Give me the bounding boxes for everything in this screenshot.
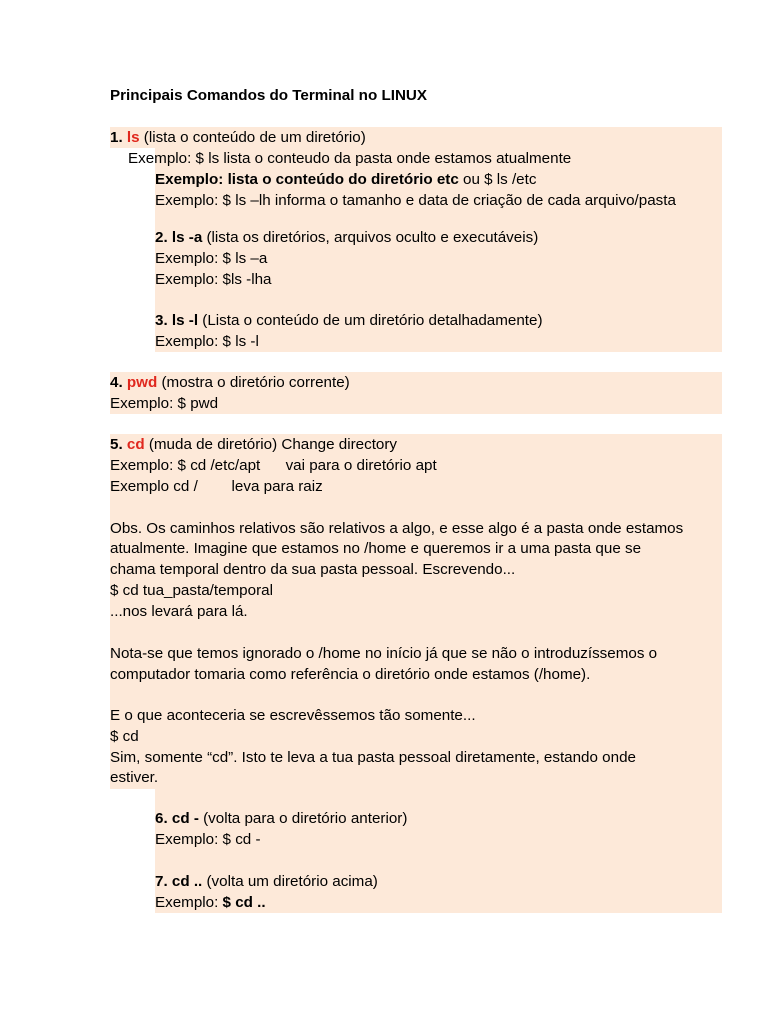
obs-line: Obs. Os caminhos relativos são relativos a algo, e esse algo é a pasta onde estamos bbox=[110, 520, 684, 537]
section-2-example-1: Exemplo: $ ls –a bbox=[155, 250, 268, 267]
nota-line: Nota-se que temos ignorado o /home no início já que se não o introduzíssemos o bbox=[110, 645, 658, 662]
section-1-heading bbox=[110, 128, 366, 148]
section-4-command: pwd bbox=[126, 374, 158, 391]
section-2-desc: (lista os diretórios, arquivos oculto e executáveis) bbox=[202, 229, 539, 246]
section-5-command: cd bbox=[126, 436, 145, 453]
section-2-heading bbox=[155, 228, 538, 248]
section-7-example-1 bbox=[155, 893, 266, 913]
page-title: Principais Comandos do Terminal no LINUX bbox=[110, 87, 428, 104]
obs-line: atualmente. Imagine que estamos no /home e queremos ir a uma pasta que se bbox=[110, 540, 642, 557]
obs-line: $ cd tua_pasta/temporal bbox=[110, 582, 273, 599]
section-5-example-2: Exemplo cd / leva para raiz bbox=[110, 478, 323, 495]
section-1-example-1: Exemplo: $ ls lista o conteudo da pasta onde estamos atualmente bbox=[128, 150, 572, 167]
section-2-command: 2. ls -a bbox=[155, 229, 203, 246]
section-7-example-command: $ cd .. bbox=[222, 894, 266, 911]
section-4-example-1: Exemplo: $ pwd bbox=[110, 395, 219, 412]
section-1-example-2-rest: ou $ ls /etc bbox=[458, 171, 537, 188]
section-2-example-2: Exemplo: $ls -lha bbox=[155, 271, 272, 288]
eo-line: estiver. bbox=[110, 769, 159, 786]
section-4-number: 4. bbox=[110, 374, 127, 391]
obs-line: ...nos levará para lá. bbox=[110, 603, 248, 620]
section-1-desc: (lista o conteúdo de um diretório) bbox=[139, 129, 366, 146]
eo-line: Sim, somente “cd”. Isto te leva a tua pasta pessoal diretamente, estando onde bbox=[110, 749, 636, 766]
section-1-number: 1. bbox=[110, 129, 127, 146]
section-6-heading bbox=[155, 809, 407, 829]
eo-line: E o que aconteceria se escrevêssemos tão somente... bbox=[110, 707, 476, 724]
section-3-heading bbox=[155, 311, 543, 331]
section-3-desc: (Lista o conteúdo de um diretório detalhadamente) bbox=[198, 312, 543, 329]
section-7-command: 7. cd .. bbox=[155, 873, 203, 890]
nota-line: computador tomaria como referência o diretório onde estamos (/home). bbox=[110, 666, 591, 683]
section-3-command: 3. ls -l bbox=[155, 312, 199, 329]
eo-line: $ cd bbox=[110, 728, 139, 745]
section-1-example-3: Exemplo: $ ls –lh informa o tamanho e data de criação de cada arquivo/pasta bbox=[155, 192, 676, 209]
section-3-example-1: Exemplo: $ ls -l bbox=[155, 333, 259, 350]
section-5-heading bbox=[110, 435, 397, 455]
section-5-number: 5. bbox=[110, 436, 127, 453]
section-6-command: 6. cd - bbox=[155, 810, 199, 827]
section-4-desc: (mostra o diretório corrente) bbox=[157, 374, 350, 391]
section-7-example-label: Exemplo: bbox=[155, 894, 223, 911]
section-5-example-1: Exemplo: $ cd /etc/apt vai para o diretório apt bbox=[110, 457, 437, 474]
section-6-example-1: Exemplo: $ cd - bbox=[155, 831, 261, 848]
section-1-example-2-bold: Exemplo: lista o conteúdo do diretório etc bbox=[155, 171, 459, 188]
obs-line: chama temporal dentro da sua pasta pessoal. Escrevendo... bbox=[110, 561, 516, 578]
section-1-example-2 bbox=[155, 170, 536, 190]
section-7-desc: (volta um diretório acima) bbox=[202, 873, 378, 890]
section-1-command: ls bbox=[126, 129, 140, 146]
section-5-desc: (muda de diretório) Change directory bbox=[144, 436, 398, 453]
section-4-heading bbox=[110, 373, 350, 393]
section-7-heading bbox=[155, 872, 378, 892]
section-6-desc: (volta para o diretório anterior) bbox=[198, 810, 408, 827]
